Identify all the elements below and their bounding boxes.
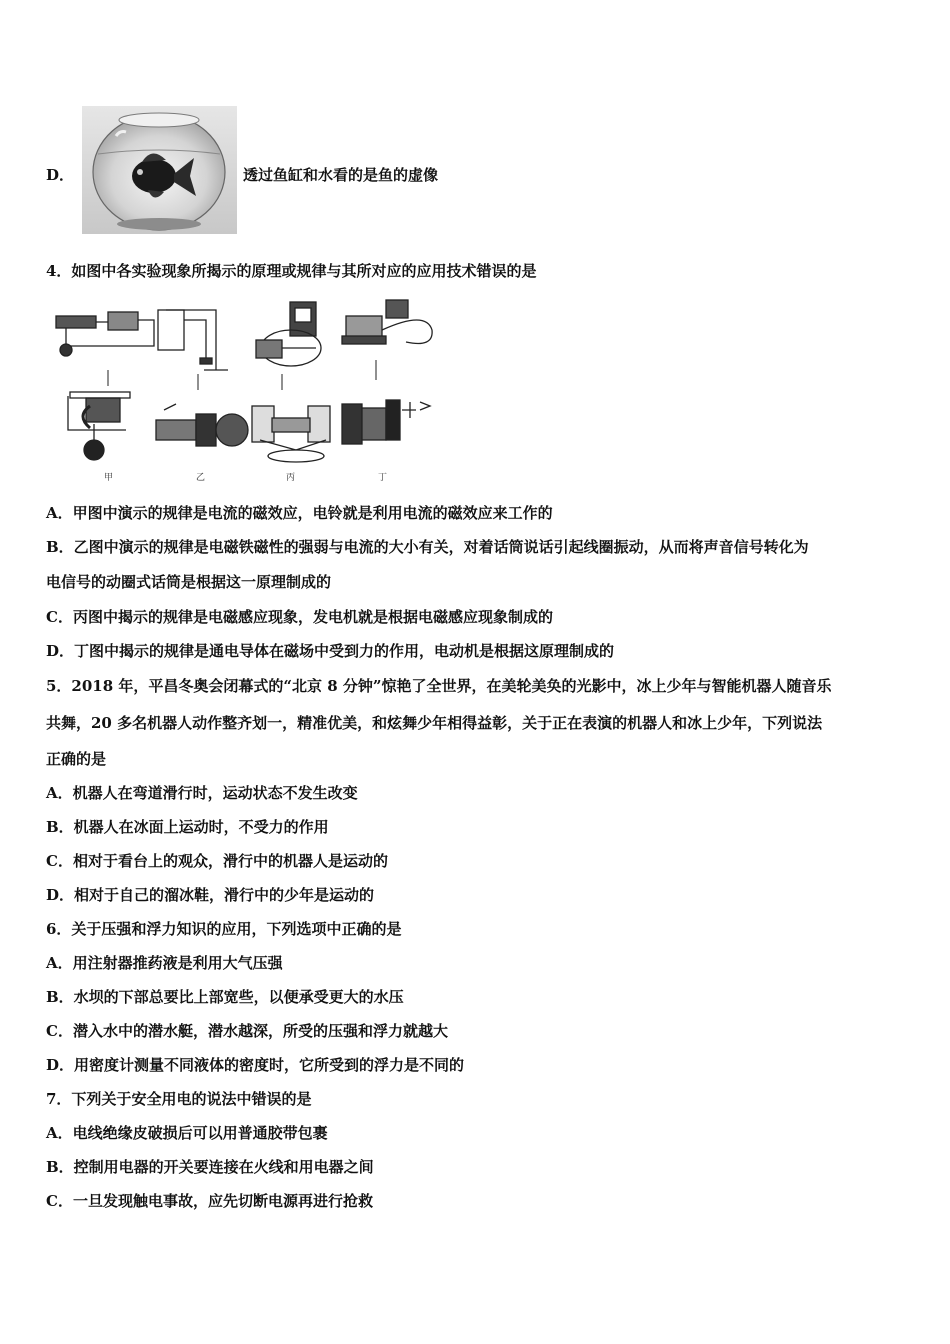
q7-option-c: C．一旦发现触电事故，应先切断电源再进行抢救 — [46, 1192, 373, 1210]
q4-stem: 4．如图中各实验现象所揭示的原理或规律与其所对应的应用技术错误的是 — [46, 262, 537, 280]
q6-option-a: A．用注射器推药液是利用大气压强 — [46, 954, 283, 972]
q5-stem-line-1: 5．2018 年，平昌冬奥会闭幕式的“北京 8 分钟”惊艳了全世界，在美轮美奂的光影中，冰上少年与智能机器人随音乐 — [46, 677, 832, 695]
q5-stem-line-2: 共舞，20 多名机器人动作整齐划一，精准优美，和炫舞少年相得益彰，关于正在表演的机器人和冰上少年，下列说法 — [46, 714, 823, 732]
figure-label-yi: 乙 — [196, 473, 206, 483]
q4-option-c: C．丙图中揭示的规律是电磁感应现象，发电机就是根据电磁感应现象制成的 — [46, 608, 553, 626]
figure-label-ding: 丁 — [378, 473, 388, 483]
q3-option-d-text: 透过鱼缸和水看的是鱼的虚像 — [243, 166, 439, 184]
q6-option-d: D．用密度计测量不同液体的密度时，它所受到的浮力是不同的 — [46, 1056, 465, 1074]
q6-stem: 6．关于压强和浮力知识的应用，下列选项中正确的是 — [46, 920, 402, 938]
q5-option-b: B．机器人在冰面上运动时，不受力的作用 — [46, 818, 329, 836]
q7-option-a: A．电线绝缘皮破损后可以用普通胶带包裹 — [46, 1124, 328, 1142]
q5-stem-line-3: 正确的是 — [46, 750, 107, 768]
fishbowl-image — [82, 106, 237, 234]
q4-option-b-continued: 电信号的动圈式话筒是根据这一原理制成的 — [46, 573, 332, 591]
q5-option-d: D．相对于自己的溜冰鞋，滑行中的少年是运动的 — [46, 886, 375, 904]
figure-label-bing: 丙 — [286, 473, 296, 483]
q4-experiment-figure — [46, 290, 438, 486]
q5-option-a: A．机器人在弯道滑行时，运动状态不发生改变 — [46, 784, 358, 802]
q4-option-b: B．乙图中演示的规律是电磁铁磁性的强弱与电流的大小有关，对着话筒说话引起线圈振动，从而将声音信号转化为 — [46, 538, 809, 556]
q7-stem: 7．下列关于安全用电的说法中错误的是 — [46, 1090, 312, 1108]
q4-option-d: D．丁图中揭示的规律是通电导体在磁场中受到力的作用，电动机是根据这原理制成的 — [46, 642, 615, 660]
q6-option-c: C．潜入水中的潜水艇，潜水越深，所受的压强和浮力就越大 — [46, 1022, 448, 1040]
q7-option-b: B．控制用电器的开关要连接在火线和用电器之间 — [46, 1158, 374, 1176]
figure-label-jia: 甲 — [104, 473, 114, 483]
q4-option-a: A．甲图中演示的规律是电流的磁效应，电铃就是利用电流的磁效应来工作的 — [46, 504, 553, 522]
q6-option-b: B．水坝的下部总要比上部宽些，以便承受更大的水压 — [46, 988, 404, 1006]
q3-option-d-label: D． — [46, 166, 75, 184]
q5-option-c: C．相对于看台上的观众，滑行中的机器人是运动的 — [46, 852, 388, 870]
